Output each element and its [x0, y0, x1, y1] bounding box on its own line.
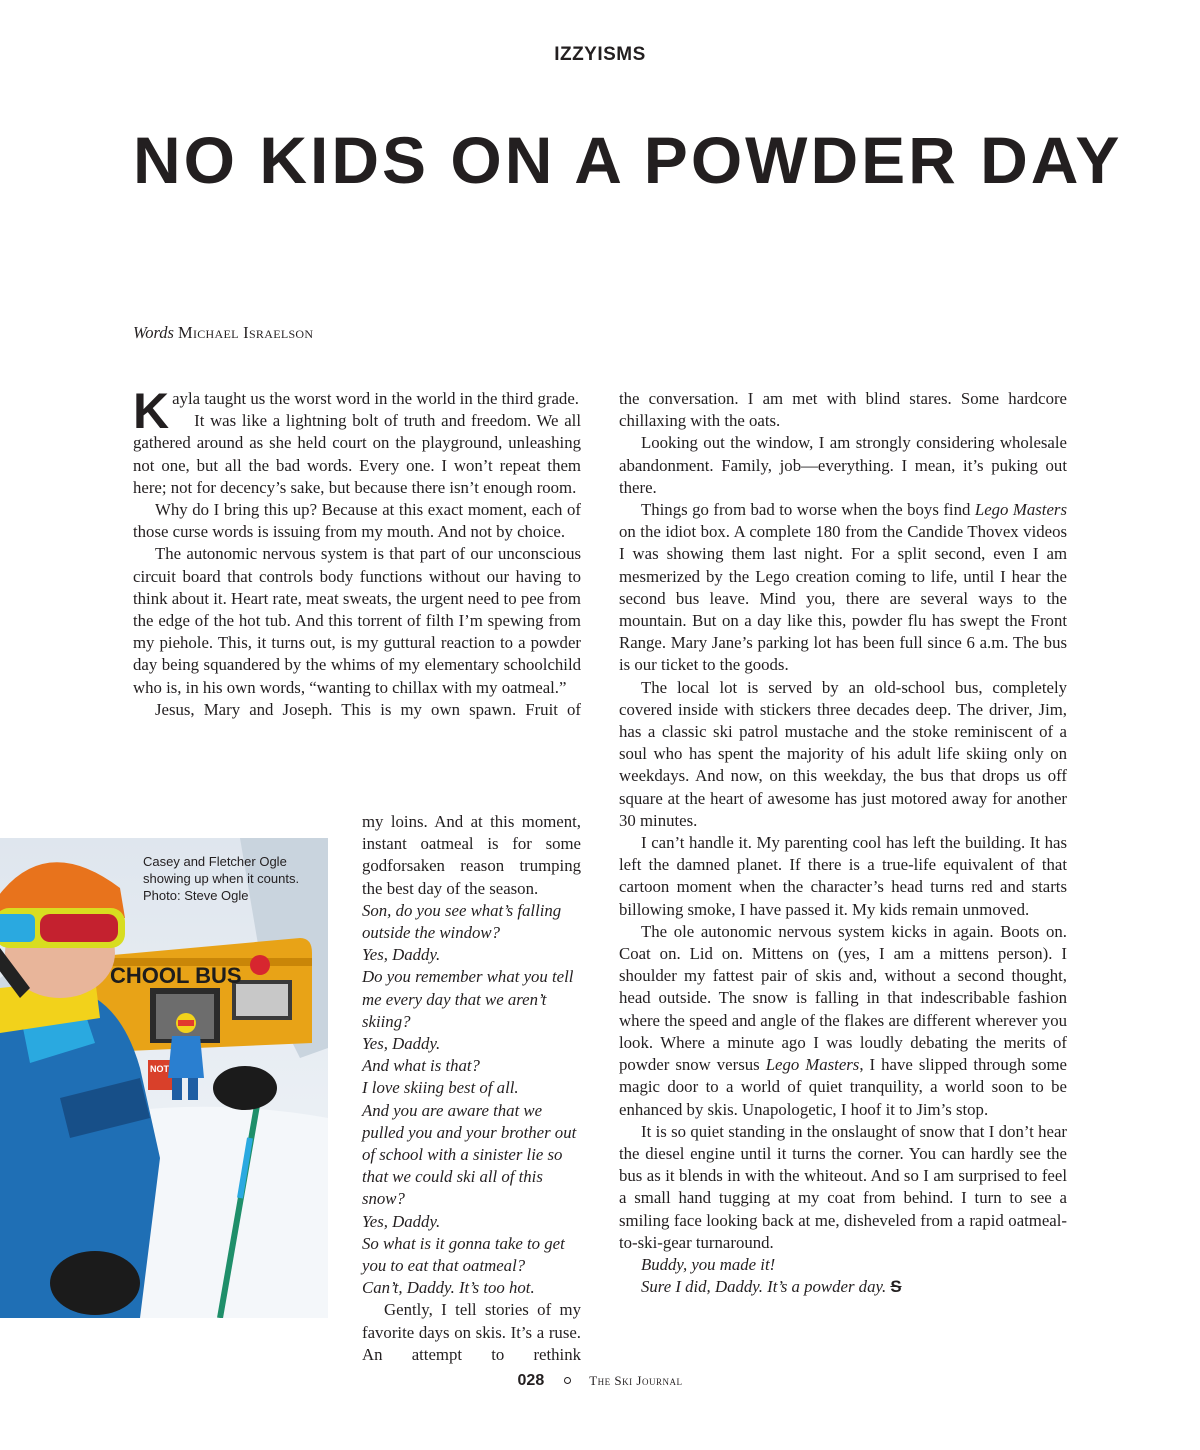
paragraph: The ole autonomic nervous system kicks in again. Boots on. Coat on. Lid on. Mittens on (yes, I am a mittens person). I shoulder my fattest pair of skis and, without a second thought, head outside. The snow is falling in that indescribable fashion where the speed and angle of the flakes are different wherever you look. Where a minute ago I was loudly debating the merits of powder snow versus Lego Masters, I have slipped through some magic door to a world of quiet tranquility, a world soon to be enhanced by skis. Unapologetic, I hoof it to Jim’s stop. — [619, 921, 1067, 1119]
paragraph: It is so quiet standing in the onslaught of snow that I don’t hear the diesel engine until it turns the corner. You can hardly see the bus as it blends in with the whiteout. And so I am surprised to feel a small hand tugging at my coat from behind. I turn to see a smiling face looking back at me, disheveled from a rapid oatmeal-to-ski-gear turnaround. — [619, 1121, 1067, 1252]
drop-cap: K — [133, 383, 170, 439]
dialogue-line: Yes, Daddy. — [362, 1034, 441, 1054]
paragraph: I can’t handle it. My parenting cool has left the building. It has left the damned planet. If there is a true-life equivalent of that cartoon moment when the character’s head turns red and starts billowing smoke, I have passed it. My kids remain unmoved. — [619, 833, 1067, 919]
dialogue-line: Yes, Daddy. — [362, 1211, 441, 1231]
dialogue-line: Sure I did, Daddy. It’s a powder day. S — [641, 1277, 902, 1297]
show-title: Lego Masters — [974, 500, 1067, 520]
article-column-right — [619, 388, 1067, 1298]
publication-name: The Ski Journal — [589, 1373, 683, 1388]
dialogue-line: Do you remember what you tell me every day that we aren’t skiing? — [362, 967, 574, 1031]
dialogue-line: And you are aware that we pulled you and your brother out of school with a sinister lie so that we could ski all of this snow? — [362, 1100, 577, 1209]
byline-author: Michael Israelson — [177, 323, 314, 342]
article-column-left — [133, 383, 581, 721]
paragraph: Looking out the window, I am strongly considering wholesale abandonment. Family, job—everything. I mean, it’s puking out there. — [619, 433, 1067, 497]
photo-caption: Casey and Fletcher Ogle showing up when it counts. Photo: Steve Ogle — [143, 854, 300, 903]
paragraph: Gently, I tell stories of my favorite days on skis. It’s a ruse. An attempt to rethink — [362, 1300, 581, 1364]
dialogue-line: Buddy, you made it! — [641, 1254, 776, 1274]
byline-label: Words — [133, 323, 174, 342]
show-title: Lego Masters — [765, 1055, 860, 1075]
dialogue-line: And what is that? — [362, 1056, 480, 1076]
paragraph: Jesus, Mary and Joseph. This is my own spawn. Fruit of — [155, 699, 581, 719]
dialogue-line: Yes, Daddy. — [362, 945, 441, 965]
section-label: IZZYISMS — [554, 44, 646, 65]
dialogue-line: I love skiing best of all. — [362, 1078, 519, 1098]
dialogue-line: Can’t, Daddy. It’s too hot. — [362, 1278, 535, 1298]
bus-sign-text: NOT — [150, 1064, 169, 1074]
bus-lettering: CHOOL BUS — [110, 963, 242, 988]
paragraph: It was like a lightning bolt of truth and freedom. We all gathered around as she held court on the playground, unleashing not one, but all the bad words. Every one. I won’t repeat them here; not for decency’s sake, but because there isn’t enough room. — [133, 411, 581, 497]
photo-illustration — [0, 838, 328, 1318]
paragraph: the conversation. I am met with blind stares. Some hardcore chillaxing with the oats. — [619, 389, 1067, 431]
end-mark-icon: S — [890, 1277, 902, 1297]
dialogue-line: So what is it gonna take to get you to eat that oatmeal? — [362, 1233, 565, 1276]
paragraph: Things go from bad to worse when the boys find Lego Masters on the idiot box. A complete 180 from the Candide Thovex videos I was showing them last night. For a split second, even I am mesmerized by the Lego creation coming to life, until I hear the second bus leave. Mind you, there are several ways to the mountain. But on a day like this, powder flu has swept the Front Range. Mary Jane’s parking lot has been full since 6 a.m. The bus is our ticket to the goods. — [619, 500, 1067, 675]
separator-dot-icon — [564, 1377, 571, 1384]
page-title: NO KIDS ON A POWDER DAY — [133, 123, 1123, 197]
paragraph: Why do I bring this up? Because at this exact moment, each of those curse words is issuing from my mouth. And not by choice. — [133, 500, 581, 542]
paragraph: The autonomic nervous system is that part of our unconscious circuit board that controls body functions without our having to think about it. Heart rate, meat sweats, the urgent need to pee from the edge of the hot tub. And this torrent of filth I’m spewing from my piehole. This, it turns out, is my guttural reaction to a powder day being squandered by the whims of my elementary schoolchild who is, in his own words, “wanting to chillax with my oatmeal.” — [133, 544, 581, 697]
article-column-narrow — [362, 811, 581, 1366]
paragraph: The local lot is served by an old-school bus, completely covered inside with stickers three decades deep. The driver, Jim, has a classic ski patrol mustache and the stoke reminiscent of a soul who has spent the majority of his adult life skiing only on weekdays. And now, on this weekday, the bus that drops us off square at the heart of awesome has just motored away for another 30 minutes. — [619, 677, 1067, 830]
page-footer — [0, 1372, 1200, 1390]
article-photo — [0, 838, 328, 1318]
byline — [133, 323, 313, 343]
paragraph: my loins. And at this moment, instant oatmeal is for some godforsaken reason trumping the best day of the season. — [362, 812, 581, 898]
page-number: 028 — [517, 1372, 545, 1389]
paragraph: Kayla taught us the worst word in the world in the third grade. — [133, 383, 579, 439]
dialogue-line: Son, do you see what’s falling outside the window? — [362, 900, 562, 943]
